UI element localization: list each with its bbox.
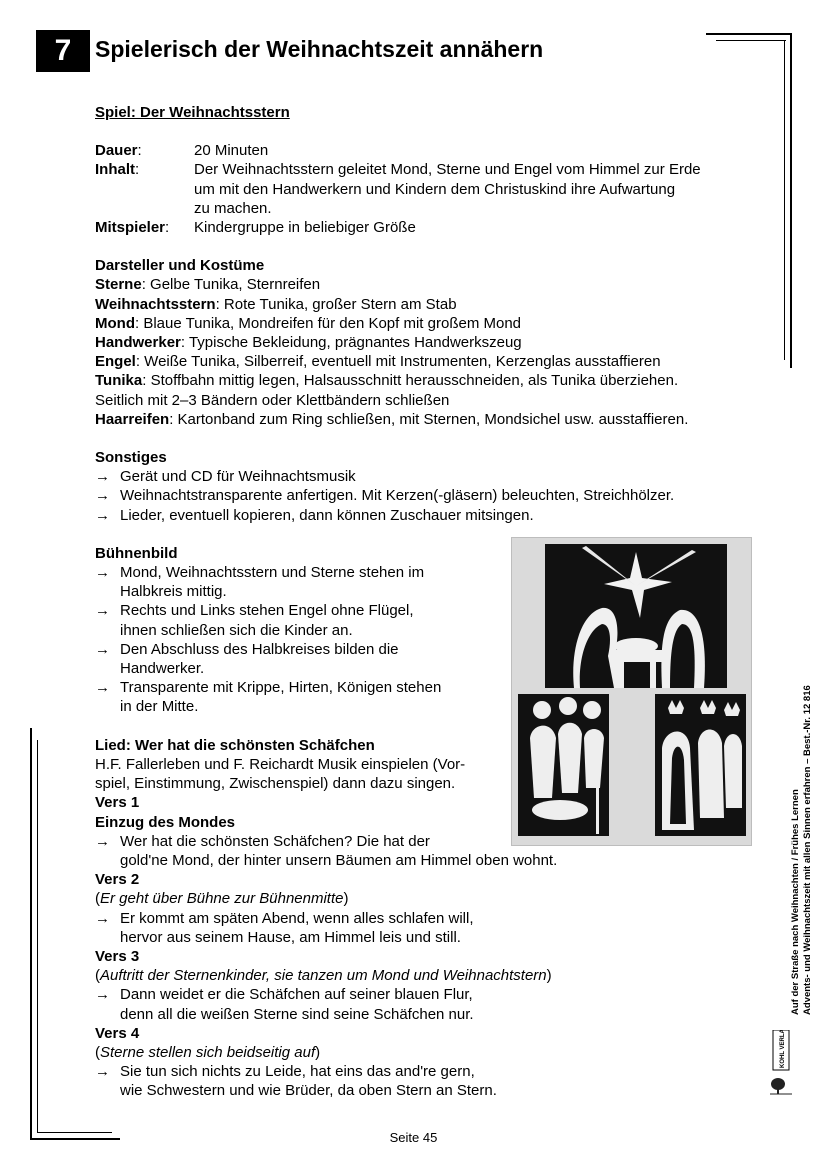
bullet-line: Den Abschluss des Halbkreises bilden die <box>120 640 399 658</box>
verse-lyrics <box>95 985 755 1023</box>
frame-line-top-inner <box>716 40 786 41</box>
costume-item <box>95 275 755 294</box>
verse-title: Vers 3 <box>95 947 140 965</box>
stage-direction: (Er geht über Bühne zur Bühnenmitte) <box>95 890 349 908</box>
arrow-icon: → <box>95 909 110 927</box>
bullet-item <box>95 506 755 525</box>
bullet-line: Lieder, eventuell kopieren, dann können Zuschauer mitsingen. <box>120 506 534 524</box>
costume-text: : Rote Tunika, großer Stern am Stab <box>215 295 457 313</box>
costume-term: Sterne <box>95 276 142 294</box>
detail-value: zu machen. <box>194 199 272 217</box>
detail-row <box>95 218 755 237</box>
bullet-item <box>95 467 755 486</box>
costume-item <box>95 391 755 410</box>
misc-heading: Sonstiges <box>95 449 167 467</box>
song-intro-line: spiel, Einstimmung, Zwischenspiel) dann dazu singen. <box>95 775 456 793</box>
frame-line-right-inner <box>784 40 785 360</box>
detail-row <box>95 141 755 160</box>
arrow-icon: → <box>95 832 110 850</box>
costume-item <box>95 410 755 429</box>
arrow-icon: → <box>95 679 110 697</box>
frame-line-left <box>30 728 32 1140</box>
costume-item <box>95 295 755 314</box>
stage-direction: (Auftritt der Sternenkinder, sie tanzen um Mond und Weihnachtstern) <box>95 967 552 985</box>
tree-logo-icon <box>770 1030 792 1096</box>
frame-line-right <box>790 33 792 368</box>
lyrics-text <box>120 985 755 1023</box>
costume-term: Engel <box>95 353 136 371</box>
stage-direction-text: Auftritt der Sternenkinder, sie tanzen um Mond und Weihnachtstern <box>100 967 547 985</box>
costume-text: : Kartonband zum Ring schließen, mit Sternen, Mondsichel usw. ausstaffieren. <box>169 410 689 428</box>
frame-line-top <box>706 33 792 35</box>
lyrics-line: wie Schwestern und wie Brüder, da oben Stern an Stern. <box>120 1082 497 1100</box>
arrow-icon: → <box>95 1063 110 1081</box>
detail-value: Kindergruppe in beliebiger Größe <box>194 219 416 237</box>
song-intro-line: H.F. Fallerleben und F. Reichardt Musik einspielen (Vor- <box>95 755 466 773</box>
costumes-heading: Darsteller und Kostüme <box>95 257 265 275</box>
detail-label <box>95 160 194 179</box>
bullet-line: Handwerker. <box>120 660 205 678</box>
nativity-silhouette-image <box>512 538 751 845</box>
publisher-logo-text: KOHL VERLAG <box>780 1030 786 1068</box>
chapter-number: 7 <box>36 30 90 72</box>
lyrics-line: denn all die weißen Sterne sind seine Schäfchen nur. <box>120 1005 474 1023</box>
arrow-icon: → <box>95 564 110 582</box>
detail-colon: : <box>165 219 170 237</box>
detail-row <box>95 180 755 199</box>
detail-row <box>95 199 755 218</box>
detail-value: Der Weihnachtsstern geleitet Mond, Sterne und Engel vom Himmel zur Erde <box>194 161 701 179</box>
detail-label <box>95 218 194 237</box>
misc-list <box>95 467 755 525</box>
bullet-line: Mond, Weihnachtsstern und Sterne stehen im <box>120 564 425 582</box>
arrow-icon: → <box>95 986 110 1004</box>
costume-item <box>95 314 755 333</box>
arrow-icon: → <box>95 640 110 658</box>
detail-value: um mit den Handwerkern und Kindern dem Christuskind ihre Aufwartung <box>194 180 676 198</box>
lyrics-line: Er kommt am späten Abend, wenn alles schlafen will, <box>120 909 474 927</box>
costume-term: Tunika <box>95 372 143 390</box>
costume-text: : Blaue Tunika, Mondreifen für den Kopf mit großem Mond <box>134 314 522 332</box>
bullet-text <box>120 563 475 601</box>
verse-lyrics <box>95 1062 755 1100</box>
game-heading: Spiel: Der Weihnachtsstern <box>95 104 290 121</box>
lyrics-line: Dann weidet er die Schäfchen auf seiner blauen Flur, <box>120 986 473 1004</box>
game-details <box>95 141 755 237</box>
stage-heading: Bühnenbild <box>95 544 178 562</box>
costume-term: Haarreifen <box>95 410 170 428</box>
arrow-icon: → <box>95 468 110 486</box>
bullet-line: Transparente mit Krippe, Hirten, Königen stehen <box>120 679 442 697</box>
arrow-icon: → <box>95 506 110 524</box>
bullet-item <box>95 678 475 716</box>
verse-lyrics <box>95 909 755 947</box>
stage-direction-text: Sterne stellen sich beidseitig auf <box>100 1043 316 1061</box>
bullet-text <box>120 601 475 639</box>
bullet-line: Weihnachtstransparente anfertigen. Mit Kerzen(-gläsern) beleuchten, Streichhölzer. <box>120 487 675 505</box>
costume-term: Weihnachtsstern <box>95 295 216 313</box>
detail-term: Dauer <box>95 142 138 160</box>
costume-item <box>95 333 755 352</box>
lyrics-line: Sie tun sich nichts zu Leide, hat eins das and're gern, <box>120 1063 475 1081</box>
side-line-1: Auf der Straße nach Weihnachten / Frühes Lernen <box>790 789 801 1015</box>
bullet-text <box>120 640 475 678</box>
detail-label <box>95 180 194 199</box>
bullet-text <box>120 486 755 505</box>
stage-direction-text: Er geht über Bühne zur Bühnenmitte <box>100 890 344 908</box>
bullet-line: ihnen schließen sich die Kinder an. <box>120 621 353 639</box>
frame-line-left-inner <box>37 740 38 1132</box>
lyrics-line: hervor aus seinem Hause, am Himmel leis und still. <box>120 928 461 946</box>
detail-label <box>95 199 194 218</box>
detail-value: 20 Minuten <box>194 142 269 160</box>
detail-label <box>95 141 194 160</box>
bullet-text <box>120 678 475 716</box>
publisher-logo <box>770 1030 792 1096</box>
costume-term: Mond <box>95 314 135 332</box>
verse-subtitle: Einzug des Mondes <box>95 813 236 831</box>
arrow-icon: → <box>95 487 110 505</box>
stage-list <box>95 563 475 717</box>
costume-text: : Typische Bekleidung, prägnantes Handwerkszeug <box>180 334 522 352</box>
page-number: Seite 45 <box>389 1130 438 1145</box>
bullet-line: Halbkreis mittig. <box>120 583 227 601</box>
stage-direction: (Sterne stellen sich beidseitig auf) <box>95 1043 321 1061</box>
lyrics-text <box>120 909 755 947</box>
arrow-icon: → <box>95 602 110 620</box>
detail-colon: : <box>135 161 140 179</box>
bullet-line: Gerät und CD für Weihnachtsmusik <box>120 468 356 486</box>
bullet-item <box>95 640 475 678</box>
detail-colon: : <box>137 142 142 160</box>
detail-term: Inhalt <box>95 161 135 179</box>
bullet-item <box>95 601 475 639</box>
verse-title: Vers 2 <box>95 871 140 889</box>
bullet-text <box>120 467 755 486</box>
lyrics-line: gold'ne Mond, der hinter unsern Bäumen am Himmel oben wohnt. <box>120 851 558 869</box>
song-heading: Lied: Wer hat die schönsten Schäfchen <box>95 736 375 754</box>
transparency-photo <box>511 537 752 846</box>
costume-text: Seitlich mit 2–3 Bändern oder Klettbändern schließen <box>95 391 450 409</box>
detail-row <box>95 160 755 179</box>
bullet-item <box>95 563 475 601</box>
costume-item <box>95 352 755 371</box>
bullet-line: in der Mitte. <box>120 698 199 716</box>
detail-term: Mitspieler <box>95 219 166 237</box>
costume-term: Handwerker <box>95 334 181 352</box>
costume-item <box>95 371 755 390</box>
bullet-item <box>95 486 755 505</box>
bullet-text <box>120 506 755 525</box>
verse-title: Vers 4 <box>95 1024 140 1042</box>
page-title: Spielerisch der Weihnachtszeit annähern <box>95 36 544 62</box>
costume-list <box>95 275 755 429</box>
side-line-2: Advents- und Weihnachtszeit mit allen Sinnen erfahren – Best.-Nr. 12 816 <box>802 685 813 1015</box>
side-publication-info <box>790 655 814 1015</box>
lyrics-text <box>120 1062 755 1100</box>
costume-text: : Gelbe Tunika, Sternreifen <box>141 276 321 294</box>
lyrics-line: Wer hat die schönsten Schäfchen? Die hat der <box>120 832 430 850</box>
costume-text: : Weiße Tunika, Silberreif, eventuell mit Instrumenten, Kerzenglas ausstaffieren <box>135 353 661 371</box>
verse-title: Vers 1 <box>95 794 140 812</box>
bullet-line: Rechts und Links stehen Engel ohne Flügel, <box>120 602 414 620</box>
costume-text: : Stoffbahn mittig legen, Halsausschnitt herausschneiden, als Tunika überziehen. <box>142 372 679 390</box>
